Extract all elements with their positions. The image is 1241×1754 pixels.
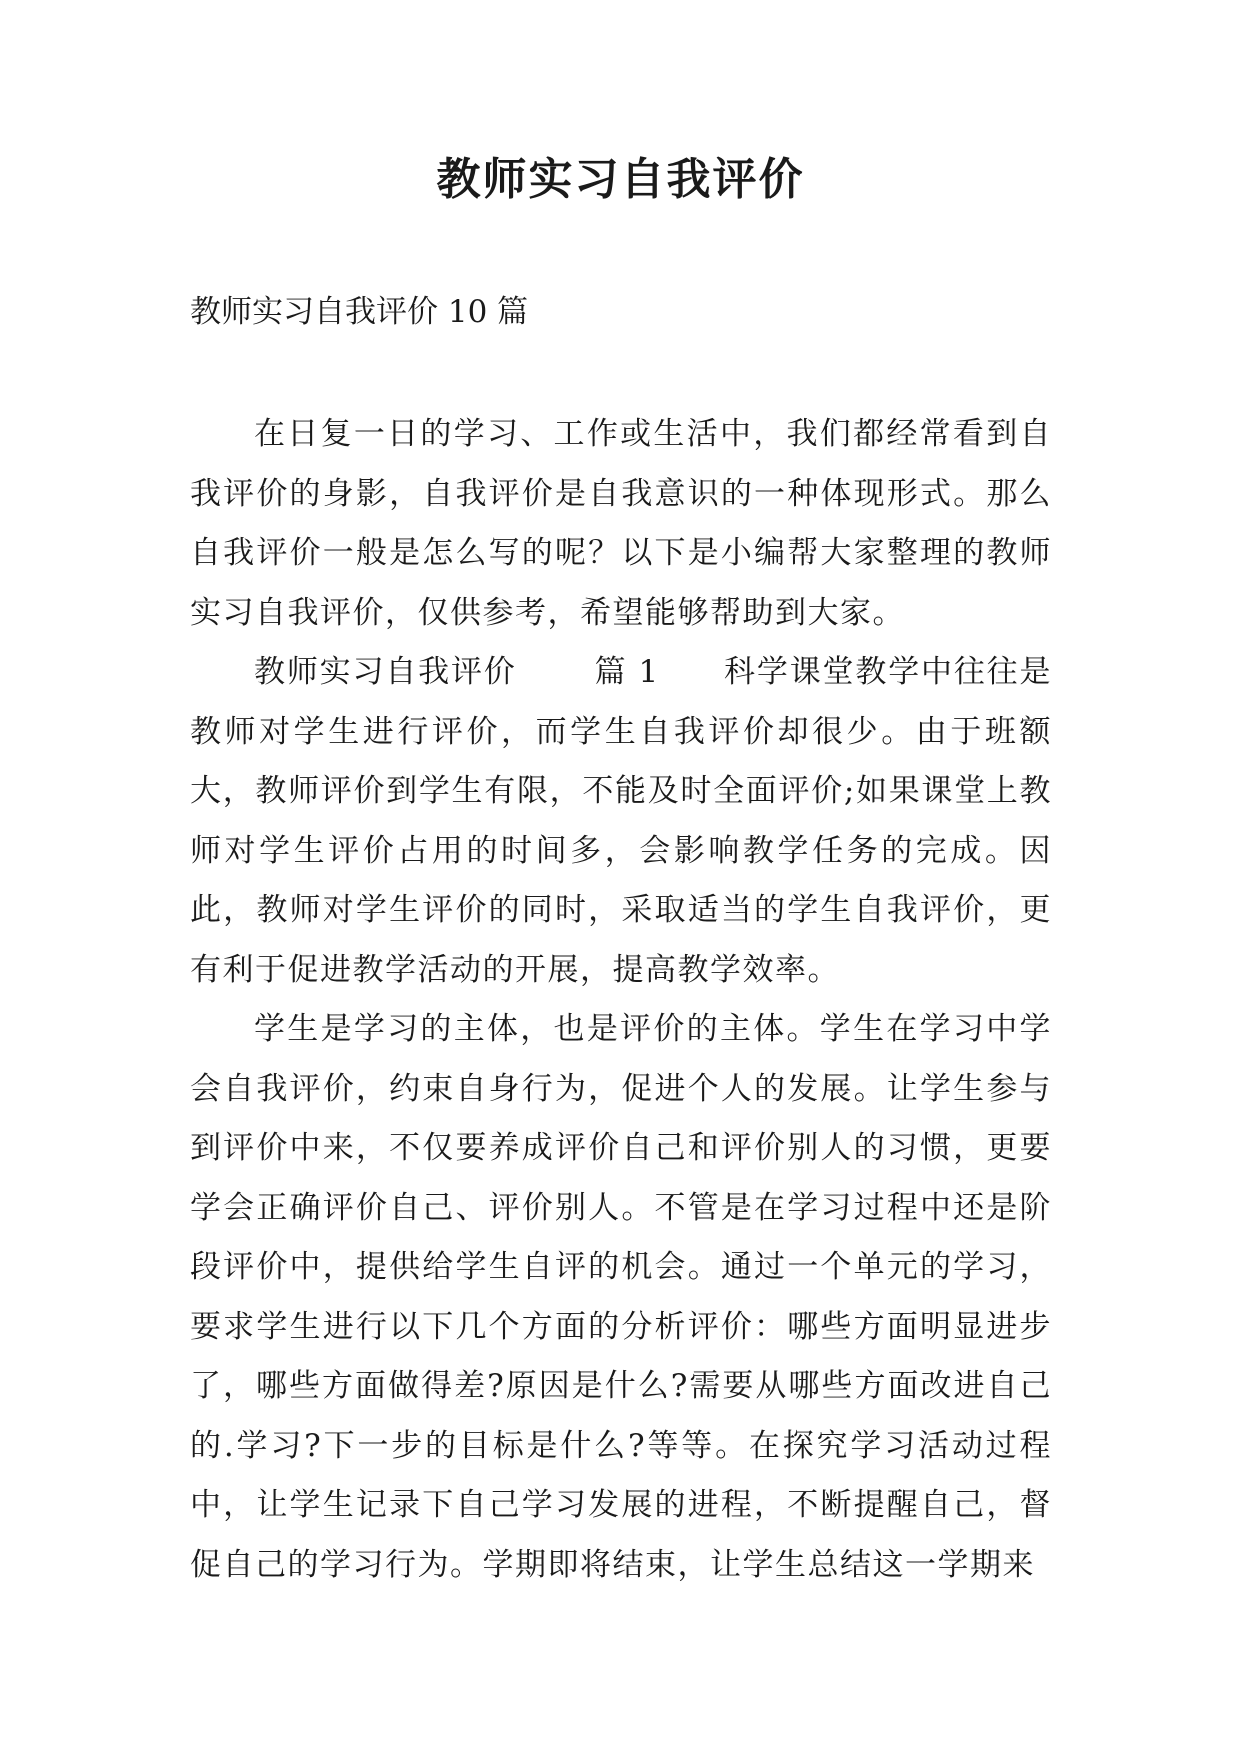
section-1-heading: 教师实习自我评价	[254, 654, 517, 690]
document-body	[190, 405, 1052, 1595]
paragraph-2: 学生是学习的主体，也是评价的主体。学生在学习中学会自我评价，约束自身行为，促进个人的发展。让学生参与到评价中来，不仅要养成评价自己和评价别人的习惯，更要学会正确评价自己、评价别人。不管是在学习过程中还是阶段评价中，提供给学生自评的机会。通过一个单元的学习，要求学生进行以下几个方面的分析评价：哪些方面明显进步了，哪些方面做得差?原因是什么?需要从哪些方面改进自己的.学习?下一步的目标是什么?等等。在探究学习活动过程中，让学生记录下自己学习发展的进程，不断提醒自己，督促自己的学习行为。学期即将结束，让学生总结这一学期来	[190, 1011, 1052, 1583]
document-title: 教师实习自我评价	[436, 154, 805, 205]
document-subtitle: 教师实习自我评价 10 篇	[190, 294, 529, 330]
section-1-label: 篇 1	[594, 654, 660, 690]
section-1-text: 科学课堂教学中往往是教师对学生进行评价，而学生自我评价却很少。由于班额大，教师评价到学生有限，不能及时全面评价;如果课堂上教师对学生评价占用的时间多，会影响教学任务的完成。因此，教师对学生评价的同时，采取适当的学生自我评价，更有利于促进教学活动的开展，提高教学效率。	[190, 654, 1053, 988]
section-1-paragraph	[190, 643, 1052, 1000]
intro-paragraph: 在日复一日的学习、工作或生活中，我们都经常看到自我评价的身影，自我评价是自我意识的一种体现形式。那么自我评价一般是怎么写的呢？以下是小编帮大家整理的教师实习自我评价，仅供参考，希望能够帮助到大家。	[190, 416, 1052, 631]
